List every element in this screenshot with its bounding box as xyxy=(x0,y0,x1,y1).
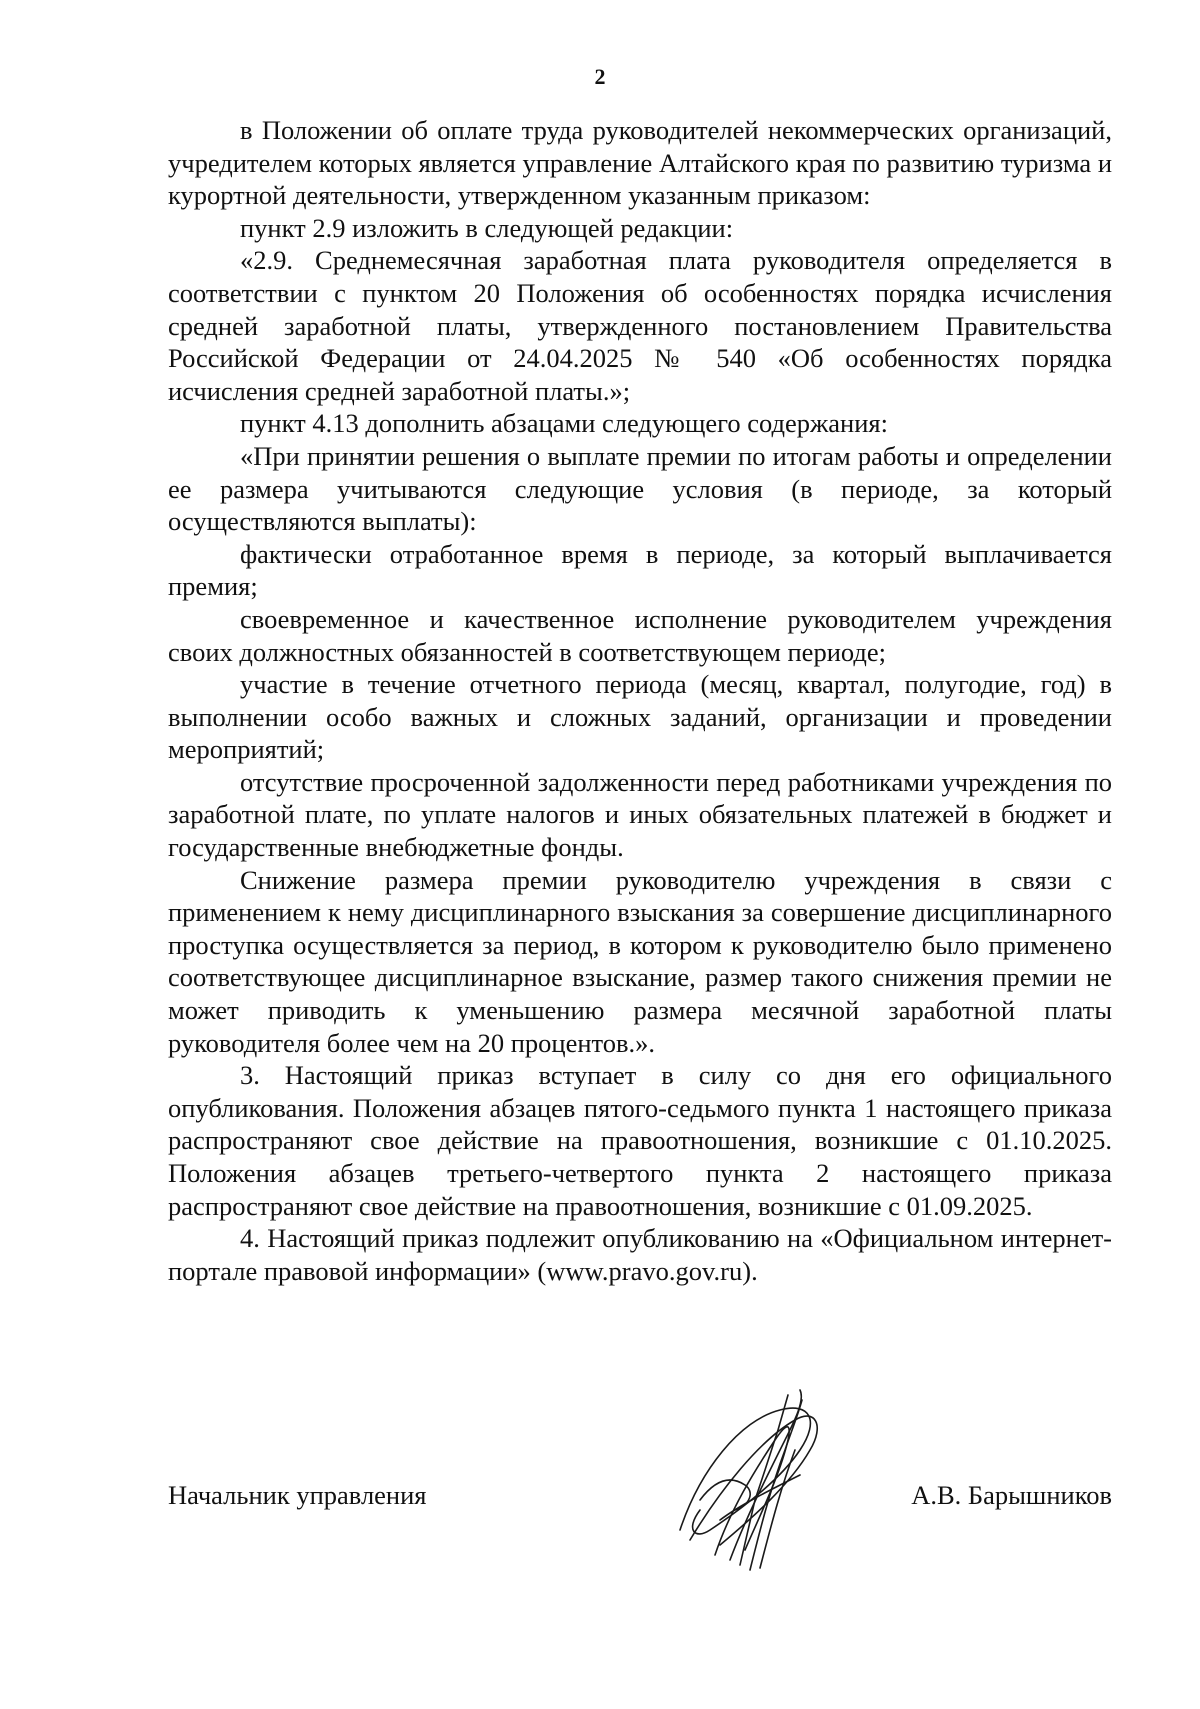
signer-title: Начальник управления xyxy=(168,1480,427,1510)
paragraph: отсутствие просроченной задолженности перед работниками учреждения по заработной плате, по уплате налогов и иных обязательных платежей в бюджет и государственные внебюджетные фонды. xyxy=(168,766,1112,863)
paragraph: «При принятии решения о выплате премии по итогам работы и определении ее размера учитываются следующие условия (в периоде, за который осуществляются выплаты): xyxy=(168,440,1112,537)
page-number: 2 xyxy=(594,64,606,89)
paragraph: пункт 2.9 изложить в следующей редакции: xyxy=(240,212,734,243)
paragraph: в Положении об оплате труда руководителей некоммерческих организаций, учредителем которых является управление Алтайского края по развитию туризма и курортной деятельности, утвержденном указанным приказом: xyxy=(168,115,1112,211)
signer-name: А.В. Барышников xyxy=(911,1480,1112,1510)
signature-block xyxy=(168,1480,1112,1520)
paragraph: своевременное и качественное исполнение руководителем учреждения своих должностных обязанностей в соответствующем периоде; xyxy=(168,603,1112,667)
paragraph: фактически отработанное время в периоде, за который выплачивается премия; xyxy=(168,538,1112,602)
paragraph: участие в течение отчетного периода (месяц, квартал, полугодие, год) в выполнении особо важных и сложных заданий, организации и проведении мероприятий; xyxy=(168,669,1112,765)
paragraph: «2.9. Среднемесячная заработная плата руководителя определяется в соответствии с пунктом 20 Положения об особенностях порядка исчисления средней заработной платы, утвержденного постановлением Правительства Российской Федерации от 24.04.2025 № 540 «Об особенностях порядка исчисления средней заработной платы.»; xyxy=(168,245,1112,406)
paragraph: пункт 4.13 дополнить абзацами следующего содержания: xyxy=(240,408,888,439)
paragraph: Снижение размера премии руководителю учреждения в связи с применением к нему дисциплинарного взыскания за совершение дисциплинарного проступка осуществляется за период, в котором к руководителю было применено соответствующее дисциплинарное взыскание, размер такого снижения премии не может приводить к уменьшению размера месячной заработной платы руководителя более чем на 20 процентов.». xyxy=(168,864,1112,1058)
paragraph: 3. Настоящий приказ вступает в силу со дня его официального опубликования. Положения абзацев пятого-седьмого пункта 1 настоящего приказа распространяют свое действие на правоотношения, возникшие с 01.10.2025. Положения абзацев третьего-четвертого пункта 2 настоящего приказа распространяют свое действие на правоотношения, возникшие с 01.09.2025. xyxy=(168,1060,1112,1221)
paragraph: 4. Настоящий приказ подлежит опубликованию на «Официальном интернет-портале правовой информации» (www.pravo.gov.ru). xyxy=(168,1223,1112,1286)
document-body xyxy=(168,114,1112,1287)
